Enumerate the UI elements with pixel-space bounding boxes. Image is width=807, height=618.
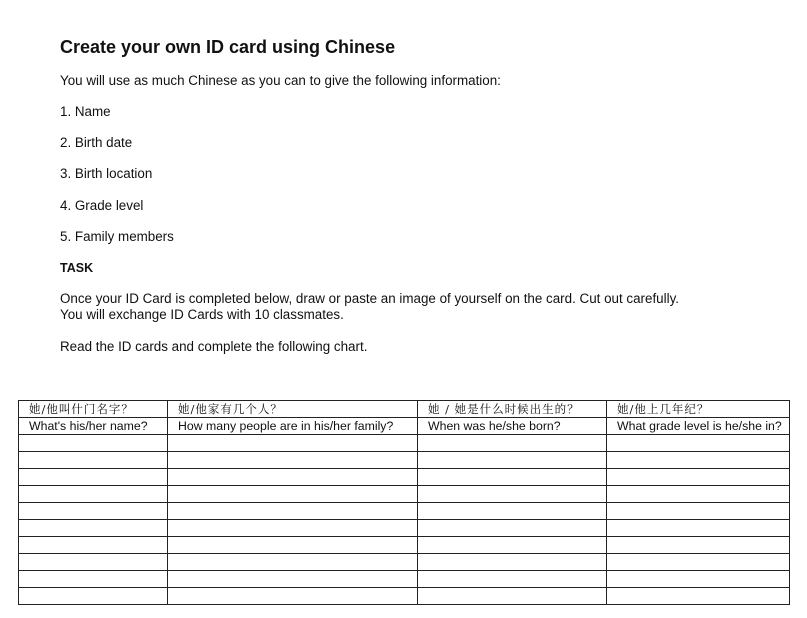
family-cell[interactable]: [168, 435, 418, 452]
table-row: [19, 554, 790, 571]
grade-cell[interactable]: [607, 469, 790, 486]
grade-cell[interactable]: [607, 520, 790, 537]
list-item-birth-date: 2. Birth date: [60, 135, 133, 150]
chinese-header-row: [19, 401, 790, 418]
english-header-row: [19, 418, 790, 435]
header-zh-name: 她/他叫什门名字？: [19, 401, 168, 418]
list-item-grade-level: 4. Grade level: [60, 198, 144, 213]
intro-text: You will use as much Chinese as you can to give the following information:: [60, 73, 501, 88]
family-cell[interactable]: [168, 503, 418, 520]
table-row: [19, 452, 790, 469]
table-row: [19, 503, 790, 520]
born-cell[interactable]: [418, 486, 607, 503]
name-cell[interactable]: [19, 537, 168, 554]
born-cell[interactable]: [418, 469, 607, 486]
grade-cell[interactable]: [607, 435, 790, 452]
family-cell[interactable]: [168, 537, 418, 554]
name-cell[interactable]: [19, 452, 168, 469]
list-item-family-members: 5. Family members: [60, 229, 174, 244]
grade-cell[interactable]: [607, 486, 790, 503]
born-cell[interactable]: [418, 435, 607, 452]
table-row: [19, 486, 790, 503]
name-cell[interactable]: [19, 571, 168, 588]
family-cell[interactable]: [168, 588, 418, 605]
table-row: [19, 469, 790, 486]
table-row: [19, 571, 790, 588]
grade-cell[interactable]: [607, 554, 790, 571]
family-cell[interactable]: [168, 486, 418, 503]
list-item-birth-location: 3. Birth location: [60, 166, 153, 181]
born-cell[interactable]: [418, 554, 607, 571]
header-en-name: What's his/her name?: [19, 418, 168, 435]
header-en-grade: What grade level is he/she in?: [607, 418, 790, 435]
header-en-family: How many people are in his/her family?: [168, 418, 418, 435]
grade-cell[interactable]: [607, 571, 790, 588]
family-cell[interactable]: [168, 554, 418, 571]
task-instruction-3: Read the ID cards and complete the following chart.: [60, 339, 368, 354]
name-cell[interactable]: [19, 486, 168, 503]
grade-cell[interactable]: [607, 537, 790, 554]
grade-cell[interactable]: [607, 588, 790, 605]
header-en-born: When was he/she born?: [418, 418, 607, 435]
grade-cell[interactable]: [607, 503, 790, 520]
family-cell[interactable]: [168, 452, 418, 469]
header-zh-family: 她/他家有几个人？: [168, 401, 418, 418]
family-cell[interactable]: [168, 520, 418, 537]
name-cell[interactable]: [19, 435, 168, 452]
table-row: [19, 537, 790, 554]
born-cell[interactable]: [418, 520, 607, 537]
name-cell[interactable]: [19, 469, 168, 486]
task-heading: TASK: [60, 261, 94, 275]
name-cell[interactable]: [19, 503, 168, 520]
task-instruction-2: You will exchange ID Cards with 10 classmates.: [60, 307, 344, 322]
born-cell[interactable]: [418, 537, 607, 554]
born-cell[interactable]: [418, 503, 607, 520]
born-cell[interactable]: [418, 588, 607, 605]
table-row: [19, 520, 790, 537]
family-cell[interactable]: [168, 469, 418, 486]
classmate-chart: [18, 400, 790, 605]
task-instruction-1: Once your ID Card is completed below, draw or paste an image of yourself on the card. Cut out carefully.: [60, 291, 680, 306]
table-row: [19, 435, 790, 452]
name-cell[interactable]: [19, 520, 168, 537]
page-title: Create your own ID card using Chinese: [60, 37, 396, 57]
name-cell[interactable]: [19, 554, 168, 571]
header-zh-grade: 她/他上几年纪？: [607, 401, 790, 418]
list-item-name: 1. Name: [60, 104, 111, 119]
header-zh-born: 她 / 她是什么时候出生的？: [418, 401, 607, 418]
name-cell[interactable]: [19, 588, 168, 605]
born-cell[interactable]: [418, 452, 607, 469]
family-cell[interactable]: [168, 571, 418, 588]
table-row: [19, 588, 790, 605]
grade-cell[interactable]: [607, 452, 790, 469]
born-cell[interactable]: [418, 571, 607, 588]
